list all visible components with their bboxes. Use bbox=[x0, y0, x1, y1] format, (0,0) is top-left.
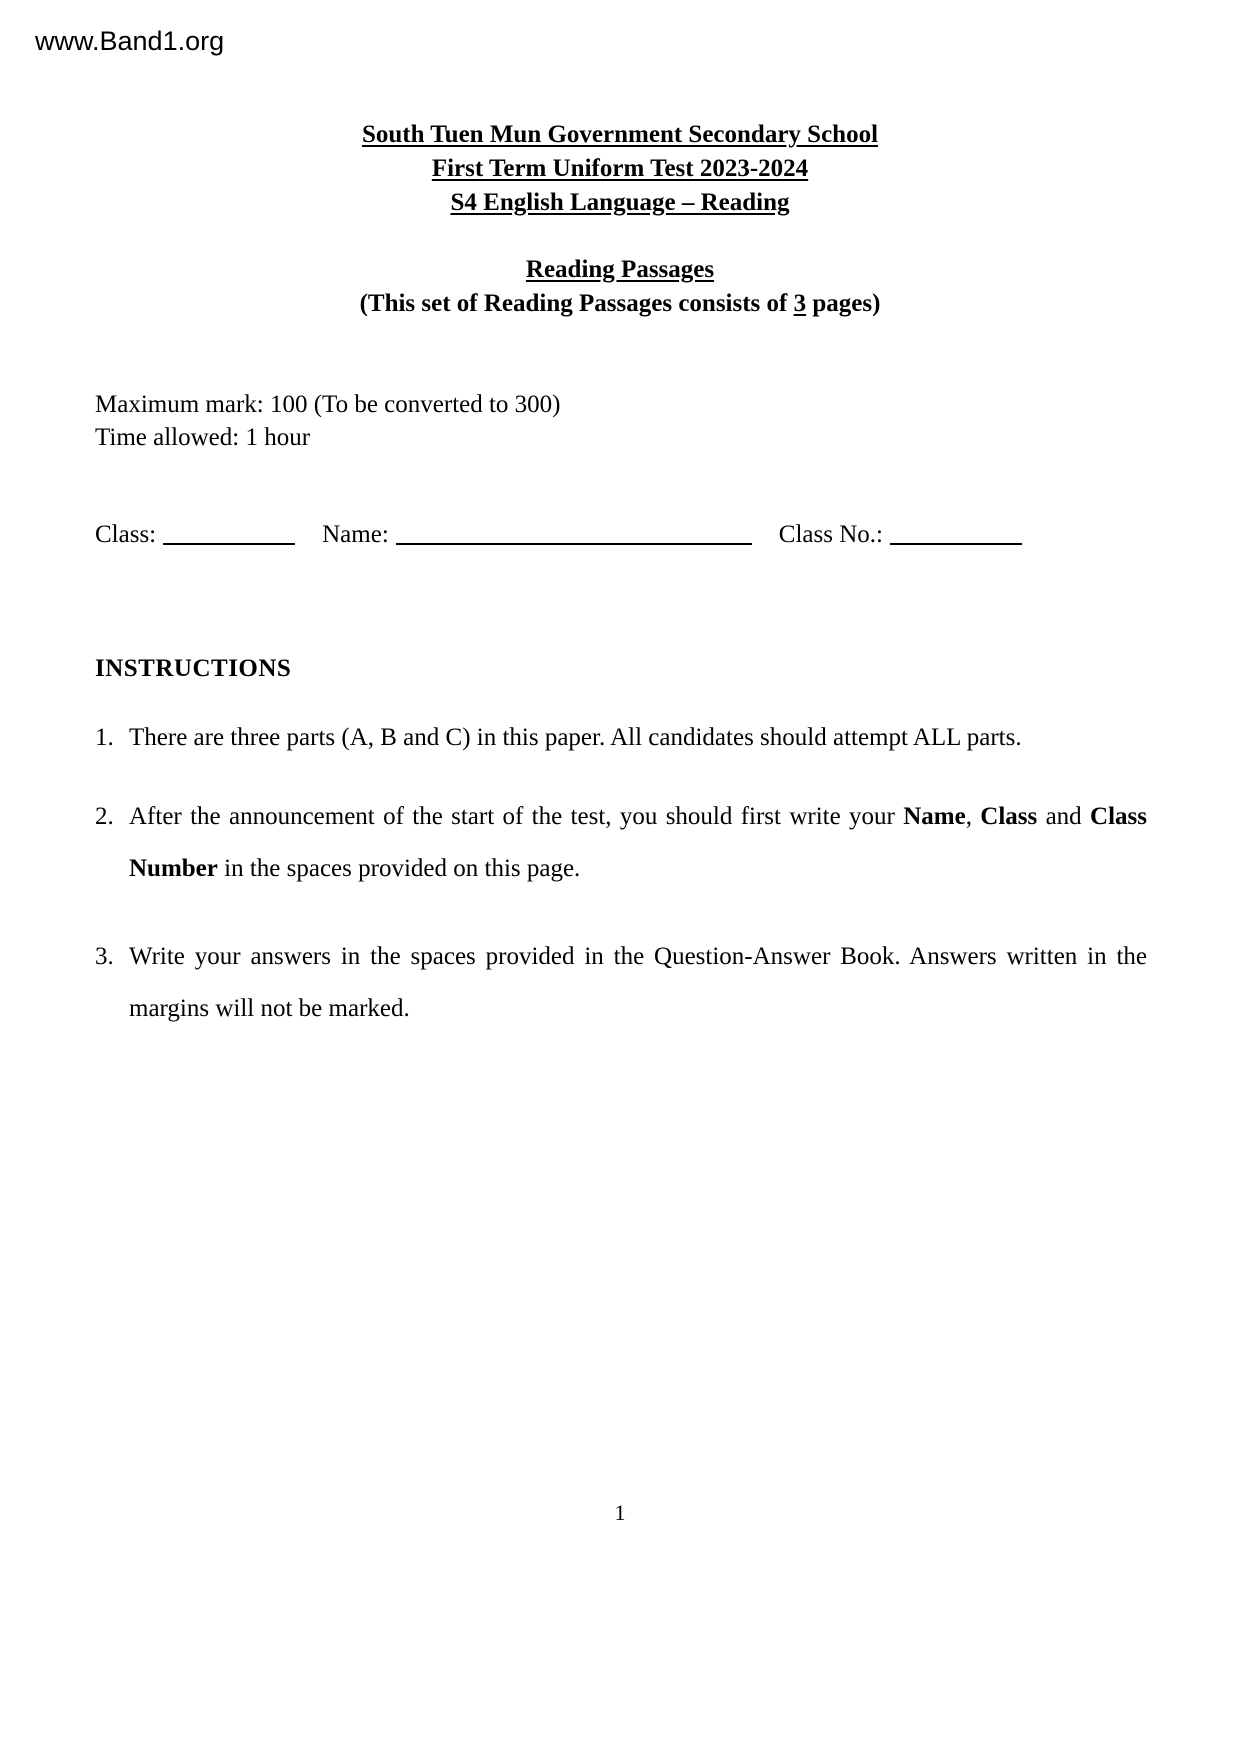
instruction-item-3 bbox=[95, 931, 1147, 1035]
instruction-text: Write your answers in the spaces provided in the Question-Answer Book. Answers written in the margins will not be marked. bbox=[129, 943, 1147, 1022]
instruction-number: 1. bbox=[95, 724, 114, 751]
instruction-item-2 bbox=[95, 791, 1147, 895]
paper-title: Reading Passages bbox=[525, 256, 715, 283]
school-name: South Tuen Mun Government Secondary School bbox=[361, 121, 879, 148]
site-watermark: www.Band1.org bbox=[35, 26, 225, 56]
student-info-row bbox=[95, 521, 1145, 549]
test-info-block bbox=[95, 388, 561, 454]
class-blank bbox=[163, 521, 295, 545]
subject-title: S4 English Language – Reading bbox=[450, 189, 790, 216]
class-no-label: Class No.: bbox=[778, 521, 883, 548]
instruction-number: 3. bbox=[95, 943, 114, 970]
instruction-text: There are three parts (A, B and C) in this paper. All candidates should attempt ALL parts. bbox=[129, 724, 1022, 751]
class-no-field bbox=[779, 521, 1022, 549]
instruction-number: 2. bbox=[95, 803, 114, 830]
pages-note bbox=[0, 287, 1240, 321]
maximum-mark: Maximum mark: 100 (To be converted to 300) bbox=[95, 391, 561, 418]
time-allowed: Time allowed: 1 hour bbox=[95, 424, 311, 451]
paper-title-block bbox=[0, 253, 1240, 321]
instruction-text: After the announcement of the start of the test, you should first write your Name, Class and Class Number in the spaces provided on this page. bbox=[129, 803, 1147, 882]
pages-note-suffix: pages) bbox=[806, 290, 881, 317]
pages-count: 3 bbox=[793, 290, 807, 317]
instruction-item-1 bbox=[95, 712, 1147, 764]
page-number: 1 bbox=[614, 1500, 626, 1525]
document-header bbox=[0, 118, 1240, 220]
instructions-list bbox=[95, 712, 1147, 1062]
class-field bbox=[95, 521, 295, 549]
class-label: Class: bbox=[95, 521, 157, 548]
name-blank bbox=[396, 521, 752, 545]
name-label: Name: bbox=[322, 521, 389, 548]
pages-note-prefix: (This set of Reading Passages consists of bbox=[359, 290, 794, 317]
test-title: First Term Uniform Test 2023-2024 bbox=[431, 155, 809, 182]
instructions-heading: INSTRUCTIONS bbox=[95, 655, 292, 682]
class-no-blank bbox=[890, 521, 1022, 545]
name-field bbox=[322, 521, 752, 549]
